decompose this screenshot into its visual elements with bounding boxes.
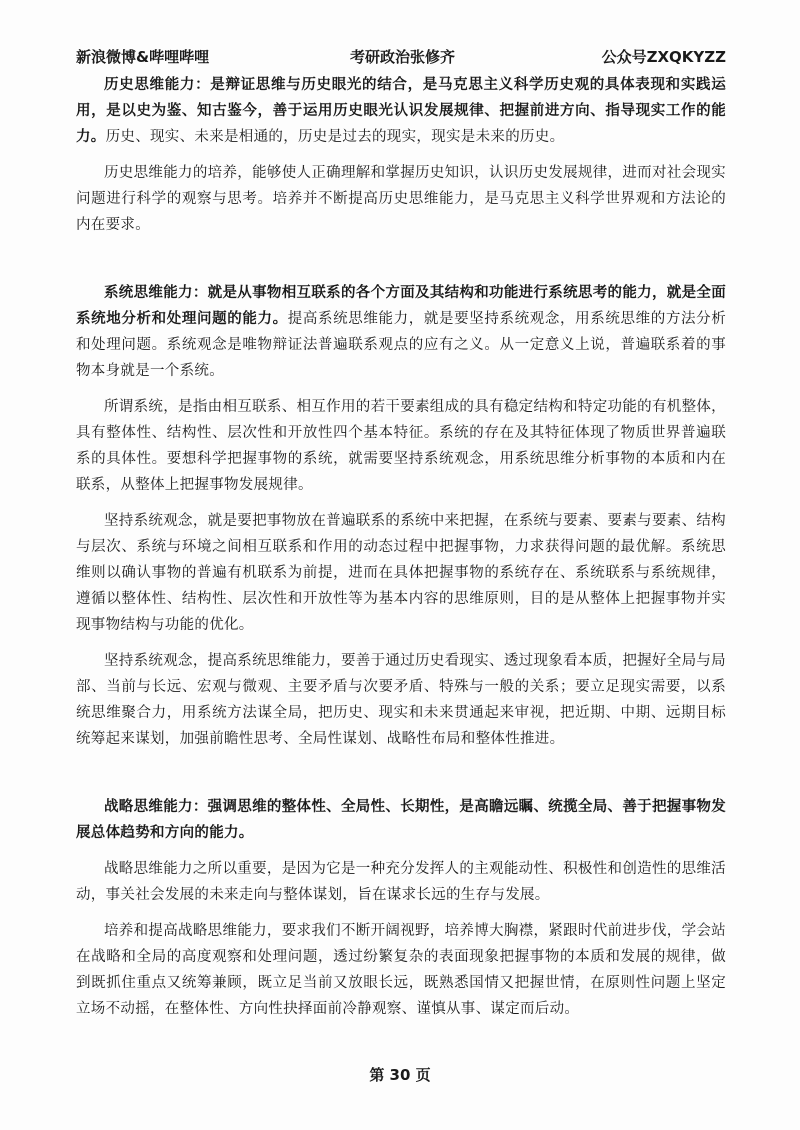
page-content [76, 72, 726, 1022]
page-header [76, 46, 726, 70]
strategy-thinking-paragraph-3: 培养和提高战略思维能力，要求我们不断开阔视野，培养博大胸襟，紧跟时代前进步伐，学会站在战略和全局的高度观察和处理问题，透过纷繁复杂的表面现象把握事物的本质和发展的规律，做到既抓住重点又统筹兼顾，既立足当前又放眼长远，既熟悉国情又把握世情，在原则性问题上坚定立场不动摇，在整体性、方向性抉择面前冷静观察、谨慎从事、谋定而后动。 [76, 923, 726, 1017]
system-thinking-term: 系统思维能力： [104, 285, 208, 301]
history-thinking-definition [76, 72, 726, 150]
header-left-weibo-bilibili: 新浪微博&哔哩哔哩 [76, 48, 210, 66]
system-thinking-definition-text: 就是从事物相互联系的各个方面及其结构和功能进行系统思考的能力，就是全面系统地分析和处理问题的能力。 [76, 285, 726, 327]
system-thinking-definition [76, 280, 726, 384]
system-thinking-paragraph-4: 坚持系统观念，提高系统思维能力，要善于通过历史看现实、透过现象看本质，把握好全局与局部、当前与长远、宏观与微观、主要矛盾与次要矛盾、特殊与一般的关系；要立足现实需要，以系统思维聚合力，用系统方法谋全局，把历史、现实和未来贯通起来审视，把近期、中期、远期目标统筹起来谋划，加强前瞻性思考、全局性谋划、战略性布局和整体性推进。 [76, 653, 726, 747]
strategy-thinking-paragraph-2: 战略思维能力之所以重要，是因为它是一种充分发挥人的主观能动性、积极性和创造性的思维活动，事关社会发展的未来走向与整体谋划，旨在谋求长远的生存与发展。 [76, 861, 726, 903]
strategy-thinking-definition [76, 794, 726, 846]
page-number: 第 30 页 [369, 1066, 431, 1084]
header-right-wechat-account: 公众号ZXQKYZZ [601, 48, 726, 66]
history-thinking-term: 历史思维能力： [104, 77, 211, 93]
header-center-author: 考研政治张修齐 [350, 48, 456, 66]
strategy-thinking-definition-text: 强调思维的整体性、全局性、长期性，是高瞻远瞩、统揽全局、善于把握事物发展总体趋势和方向的能力。 [76, 799, 726, 841]
history-thinking-paragraph-2: 历史思维能力的培养，能够使人正确理解和掌握历史知识，认识历史发展规律，进而对社会现实问题进行科学的观察与思考。培养并不断提高历史思维能力，是马克思主义科学世界观和方法论的内在要求。 [76, 165, 726, 233]
system-thinking-definition-tail: 提高系统思维能力，就是要坚持系统观念，用系统思维的方法分析和处理问题。系统观念是唯物辩证法普遍联系观点的应有之义。从一定意义上说，普遍联系着的事物本身就是一个系统。 [76, 311, 726, 379]
history-thinking-definition-tail: 历史、现实、未来是相通的，历史是过去的现实，现实是未来的历史。 [105, 129, 565, 145]
history-thinking-definition-text: 是辩证思维与历史眼光的结合，是马克思主义科学历史观的具体表现和实践运用，是以史为鉴、知古鉴今，善于运用历史眼光认识发展规律、把握前进方向、指导现实工作的能力。 [76, 77, 726, 145]
system-thinking-paragraph-3: 坚持系统观念，就是要把事物放在普遍联系的系统中来把握，在系统与要素、要素与要素、结构与层次、系统与环境之间相互联系和作用的动态过程中把握事物，力求获得问题的最优解。系统思维则以确认事物的普遍有机联系为前提，进而在具体把握事物的系统存在、系统联系与系统规律，遵循以整体性、结构性、层次性和开放性等为基本内容的思维原则，目的是从整体上把握事物并实现事物结构与功能的优化。 [76, 513, 726, 633]
strategy-thinking-term: 战略思维能力： [104, 799, 208, 815]
system-thinking-paragraph-2: 所谓系统，是指由相互联系、相互作用的若干要素组成的具有稳定结构和特定功能的有机整体，具有整体性、结构性、层次性和开放性四个基本特征。系统的存在及其特征体现了物质世界普遍联系的具体性。要想科学把握事物的系统，就需要坚持系统观念，用系统思维分析事物的本质和内在联系，从整体上把握事物发展规律。 [76, 399, 726, 493]
